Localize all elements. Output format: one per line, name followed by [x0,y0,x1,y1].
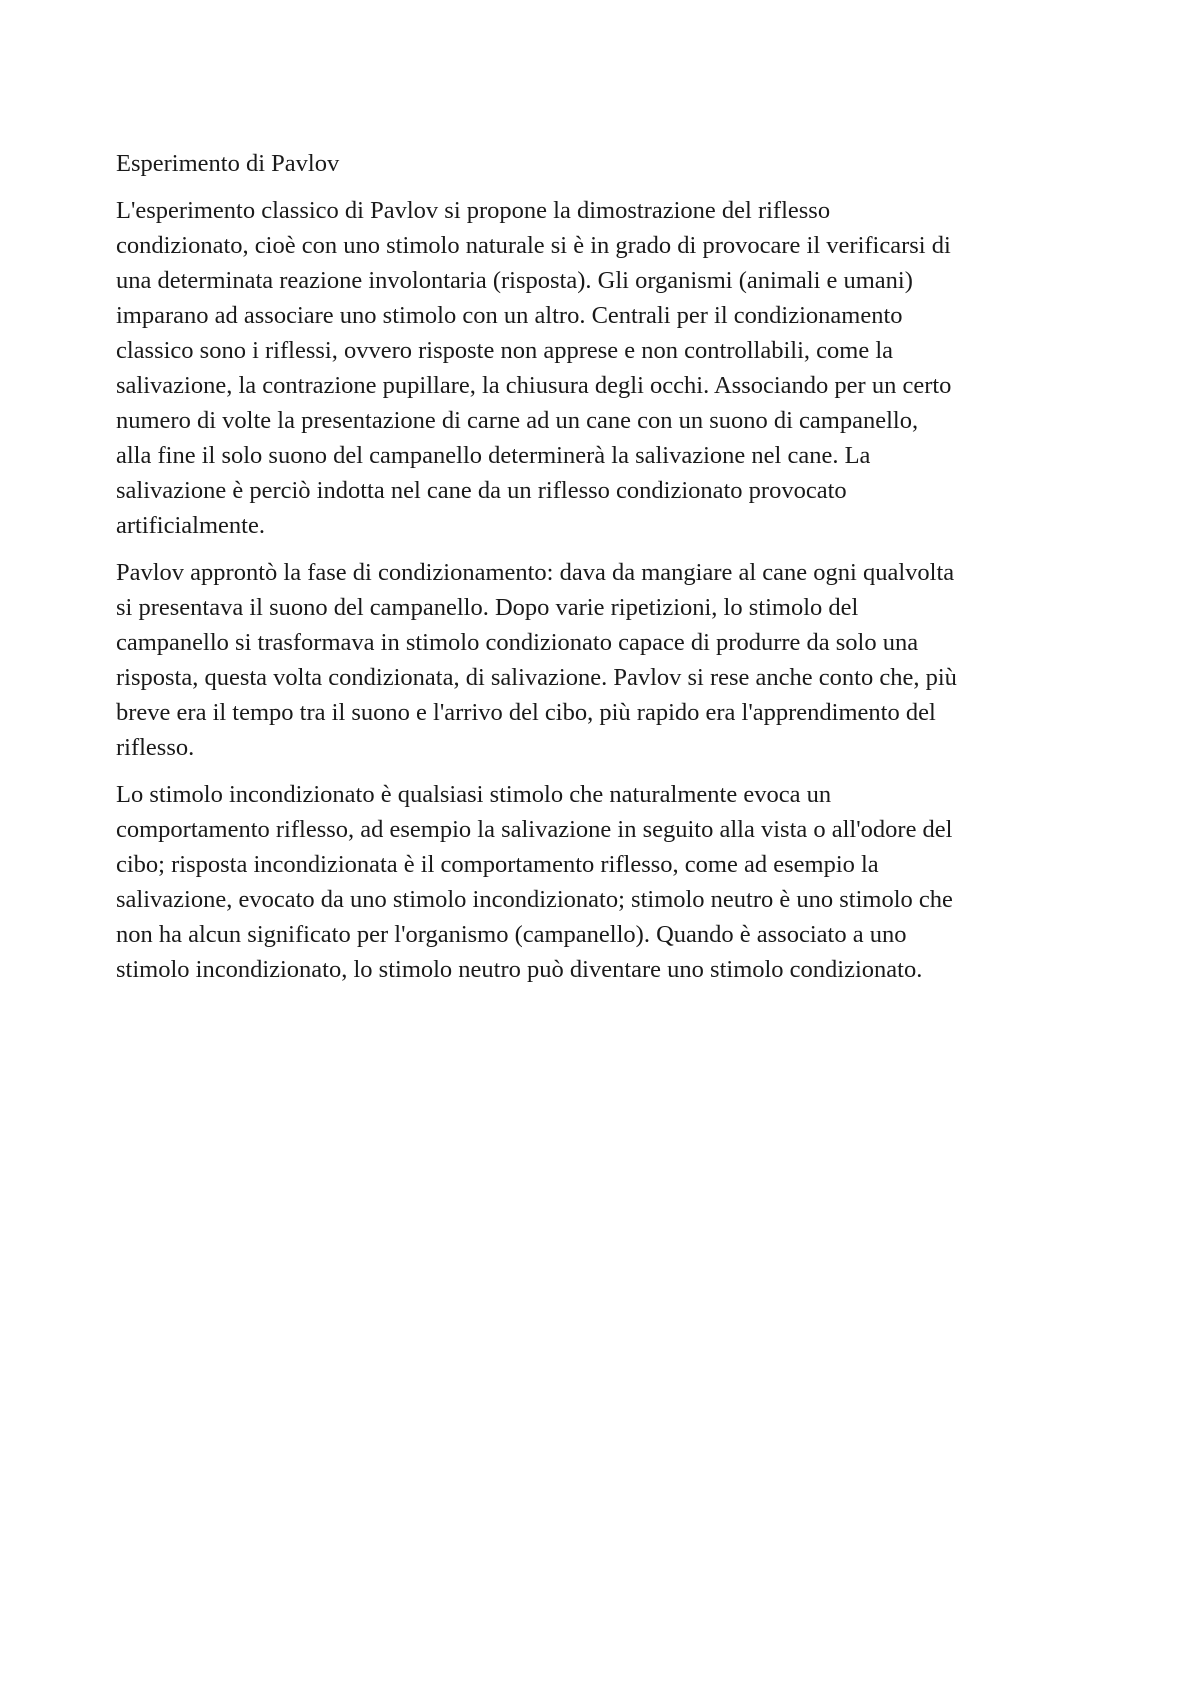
document-title: Esperimento di Pavlov [116,150,340,177]
paragraph-line: salivazione è perciò indotta nel cane da un riflesso condizionato provocato [116,477,847,504]
paragraph-line: Pavlov approntò la fase di condizionamento: dava da mangiare al cane ogni qualvolta [116,559,955,586]
paragraph-line: salivazione, evocato da uno stimolo incondizionato; stimolo neutro è uno stimolo che [116,886,953,913]
paragraph-3 [116,777,1101,987]
paragraph-line: campanello si trasformava in stimolo condizionato capace di produrre da solo una [116,629,919,656]
paragraph-line: imparano ad associare uno stimolo con un altro. Centrali per il condizionamento [116,302,903,329]
paragraph-line: si presentava il suono del campanello. Dopo varie ripetizioni, lo stimolo del [116,594,859,621]
paragraph-line: condizionato, cioè con uno stimolo naturale si è in grado di provocare il verificarsi di [116,232,951,259]
paragraph-line: classico sono i riflessi, ovvero risposte non apprese e non controllabili, come la [116,337,894,364]
paragraph-2 [116,555,1101,765]
paragraph-line: L'esperimento classico di Pavlov si propone la dimostrazione del riflesso [116,197,831,224]
paragraph-line: artificialmente. [116,512,265,539]
paragraph-line: comportamento riflesso, ad esempio la salivazione in seguito alla vista o all'odore del [116,816,953,843]
paragraph-line: salivazione, la contrazione pupillare, la chiusura degli occhi. Associando per un certo [116,372,952,399]
paragraph-line: una determinata reazione involontaria (risposta). Gli organismi (animali e umani) [116,267,913,294]
paragraph-line: risposta, questa volta condizionata, di salivazione. Pavlov si rese anche conto che, più [116,664,957,691]
paragraph-line: riflesso. [116,734,195,761]
paragraph-line: cibo; risposta incondizionata è il comportamento riflesso, come ad esempio la [116,851,879,878]
paragraph-line: breve era il tempo tra il suono e l'arrivo del cibo, più rapido era l'apprendimento del [116,699,936,726]
document-body [116,146,1101,999]
paragraph-line: numero di volte la presentazione di carne ad un cane con un suono di campanello, [116,407,919,434]
paragraph-1 [116,193,1101,543]
paragraph-line: Lo stimolo incondizionato è qualsiasi stimolo che naturalmente evoca un [116,781,832,808]
paragraph-line: alla fine il solo suono del campanello determinerà la salivazione nel cane. La [116,442,871,469]
paragraph-line: stimolo incondizionato, lo stimolo neutro può diventare uno stimolo condizionato. [116,956,923,983]
paragraph-line: non ha alcun significato per l'organismo (campanello). Quando è associato a uno [116,921,907,948]
